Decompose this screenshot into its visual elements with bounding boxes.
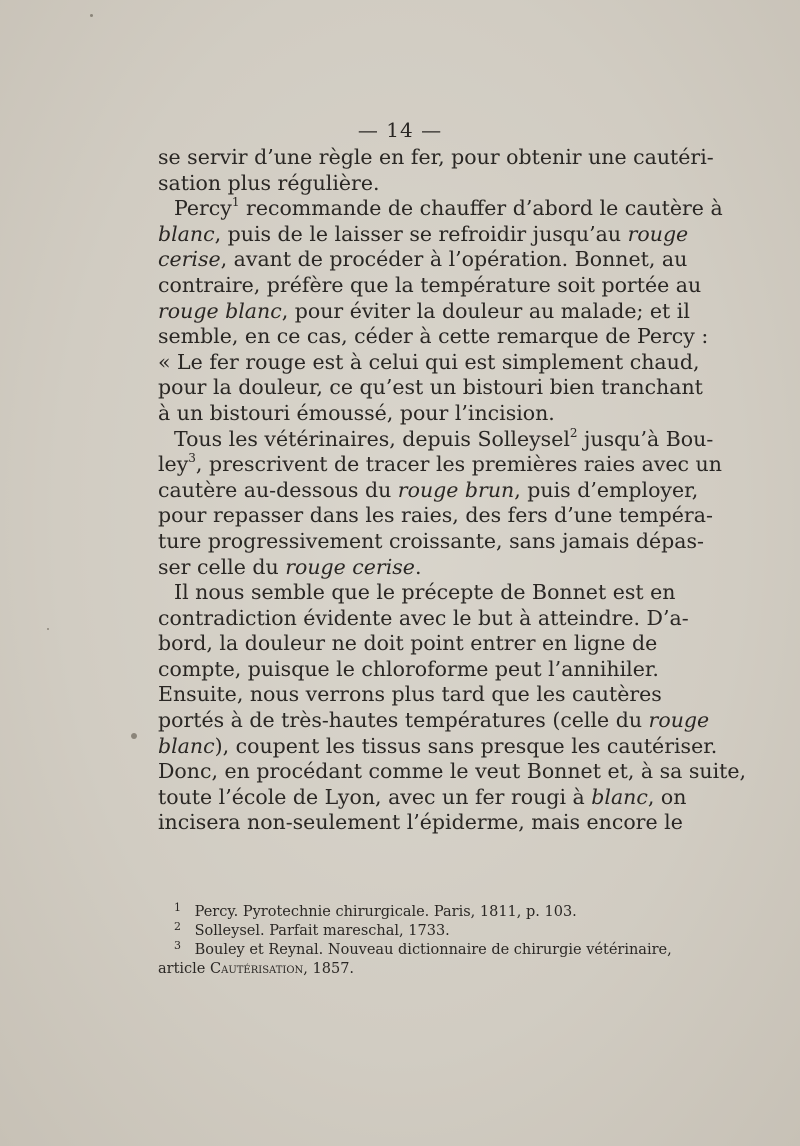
line-22 <box>158 708 709 734</box>
text-line <box>158 708 710 734</box>
line-13-b: , puis d’employer, <box>514 477 699 502</box>
footnote-1-text: Percy. Pyrotechnie chirurgicale. Paris, 1811, p. 103. <box>194 904 577 920</box>
text-line <box>158 477 699 504</box>
line-8: « Le fer rouge est à celui qui est simplement chaud, <box>158 349 700 374</box>
paper-speck <box>131 733 137 739</box>
text-line <box>158 451 722 478</box>
text-line <box>158 195 723 222</box>
footnote-2 <box>158 922 648 941</box>
line-25 <box>158 785 686 811</box>
line-7: semble, en ce cas, céder à cette remarque de Percy : <box>158 324 709 349</box>
line-3-b: , puis de le laisser se refroidir jusqu’au <box>214 221 628 246</box>
line-23 <box>158 734 717 760</box>
line-14: pour repasser dans les raies, des fers d’une tempéra- <box>158 503 713 528</box>
line-9: pour la douleur, ce qu’est un bistouri bien tranchant <box>158 375 703 400</box>
italic-rouge-brun: rouge brun <box>397 477 515 502</box>
italic-rouge: rouge <box>627 221 689 246</box>
line-2-a: Percy <box>174 196 232 221</box>
text-line <box>158 298 690 325</box>
paper-speck <box>90 14 93 17</box>
footnote-3-text: Bouley et Reynal. Nouveau dictionnaire de chirurgie vétérinaire, <box>194 942 672 958</box>
footnote-3-marker <box>158 941 190 960</box>
line-13 <box>158 478 698 504</box>
text-line <box>158 145 714 171</box>
text-line <box>158 631 658 657</box>
text-line <box>158 171 646 197</box>
italic-rouge-blanc: rouge blanc <box>158 298 282 323</box>
line-6 <box>158 299 690 325</box>
line-3 <box>158 222 688 248</box>
line-4-b: , avant de procéder à l’opération. Bonnet, au <box>220 247 688 272</box>
line-2-b: recommande de chauffer d’abord le cautère à <box>239 196 723 221</box>
footnote-1 <box>158 903 648 922</box>
footnotes <box>158 901 672 979</box>
footnote-3-cont-pre: article <box>158 961 210 977</box>
text-line <box>158 759 747 785</box>
text-line <box>158 733 718 760</box>
footnote-ref-1: 1 <box>231 195 240 210</box>
text-line <box>158 555 646 581</box>
text-line <box>158 375 703 401</box>
line-24: Donc, en procédant comme le veut Bonnet et, à sa suite, <box>158 759 747 784</box>
page-number: — 14 — <box>357 118 443 142</box>
line-18: contradiction évidente avec le but à atteindre. D’a- <box>158 605 689 630</box>
italic-blanc: blanc <box>158 221 215 246</box>
italic-blanc-3: blanc <box>591 784 648 809</box>
line-13-a: cautère au-dessous du <box>158 477 398 502</box>
line-17: Il nous semble que le précepte de Bonnet est en <box>174 580 676 605</box>
text-line <box>158 528 704 555</box>
line-11-b: jusqu’à Bou- <box>577 426 714 451</box>
footnote-3-continuation <box>158 960 648 979</box>
line-19: bord, la douleur ne doit point entrer en ligne de <box>158 631 658 656</box>
text-line <box>158 810 683 836</box>
text-line <box>158 324 709 350</box>
line-16 <box>158 555 421 581</box>
line-23-b: ), coupent les tissus sans presque les cautériser. <box>214 733 718 758</box>
line-11 <box>174 427 713 453</box>
footnote-3 <box>158 939 672 960</box>
line-21: Ensuite, nous verrons plus tard que les cautères <box>158 682 662 707</box>
text-line <box>158 272 702 299</box>
italic-rouge-2: rouge <box>648 708 710 733</box>
footnote-2-number: 2 <box>174 920 181 933</box>
line-16-a: ser celle du <box>158 554 286 579</box>
line-25-a: toute l’école de Lyon, avec un fer rougi à <box>158 784 592 809</box>
footnote-ref-2: 2 <box>569 425 578 440</box>
line-12-b: , prescrivent de tracer les premières raies avec un <box>195 452 722 477</box>
text-line <box>158 580 676 606</box>
line-22-a: portés à de très-hautes températures (celle du <box>158 708 649 733</box>
italic-cerise: cerise <box>158 247 221 272</box>
line-2 <box>174 196 723 222</box>
text-line <box>158 401 646 427</box>
line-11-a: Tous les vétérinaires, depuis Solleysel <box>174 426 570 451</box>
text-line <box>158 349 700 376</box>
footnote-1-number: 1 <box>174 901 181 914</box>
line-16-b: . <box>414 554 422 579</box>
line-20: compte, puisque le chloroforme peut l’annihiler. <box>158 656 659 681</box>
paper-speck <box>47 628 49 630</box>
line-12-a: ley <box>158 452 189 477</box>
text-line <box>158 503 713 529</box>
italic-rouge-cerise: rouge cerise <box>285 554 415 579</box>
line-15: ture progressivement croissante, sans jamais dépas- <box>158 528 704 553</box>
line-10: à un bistouri émoussé, pour l’incision. <box>158 400 555 425</box>
footnote-2-text: Solleysel. Parfait mareschal, 1733. <box>194 923 450 939</box>
italic-blanc-2: blanc <box>158 733 215 758</box>
line-1: sation plus régulière. <box>158 170 380 195</box>
text-line <box>158 656 659 683</box>
line-4 <box>158 247 687 273</box>
footnote-3-smallcaps: Cautérisation <box>210 961 304 977</box>
footnote-3-cont-post: , 1857. <box>303 961 355 977</box>
text-line <box>158 247 688 273</box>
body-text <box>158 145 747 836</box>
text-line <box>158 784 687 811</box>
line-12 <box>158 452 722 478</box>
text-line <box>158 682 662 708</box>
text-line <box>158 425 714 453</box>
text-line <box>158 221 689 248</box>
text-line <box>158 605 689 632</box>
footnote-ref-3: 3 <box>188 451 196 466</box>
line-26: incisera non-seulement l’épiderme, mais encore le <box>158 810 683 835</box>
line-5: contraire, préfère que la température soit portée au <box>158 272 702 297</box>
footnote-3-number: 3 <box>174 939 181 952</box>
line-25-b: , on <box>647 784 687 809</box>
line-0: se servir d’une règle en fer, pour obtenir une cautéri- <box>158 145 714 169</box>
line-6-b: , pour éviter la douleur au malade; et il <box>281 298 690 323</box>
